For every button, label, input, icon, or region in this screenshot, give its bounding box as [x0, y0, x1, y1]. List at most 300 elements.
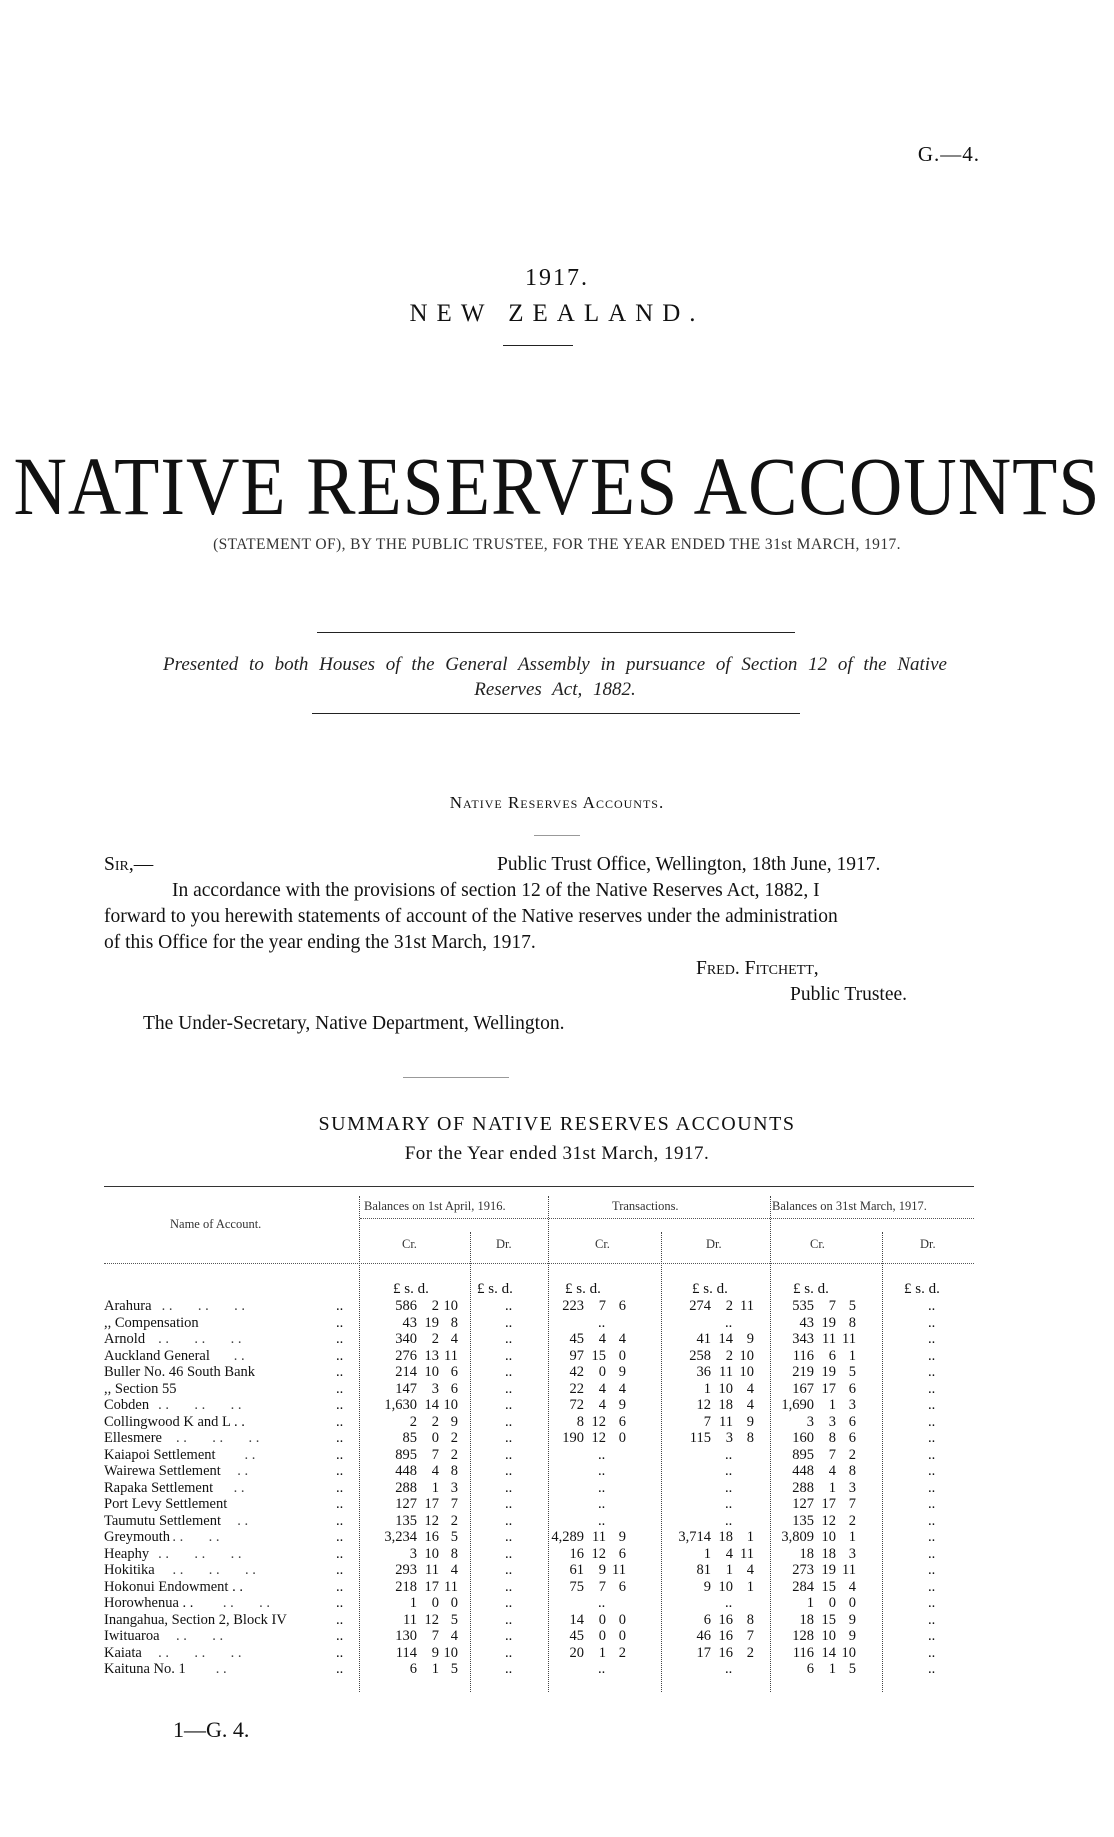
b17-dr-nil: .. — [928, 1298, 936, 1314]
leader-dots: .. — [336, 1611, 344, 1628]
tcr-nil: .. — [598, 1446, 606, 1463]
units-b16-dr: £ s. d. — [477, 1281, 513, 1297]
b16-value: 1,630 — [384, 1397, 417, 1413]
tcr-value: 14 — [569, 1611, 584, 1628]
b17-dr-nil: .. — [928, 1314, 936, 1331]
b16-value: 2 — [431, 1413, 439, 1430]
tcr-value: 6 — [618, 1578, 626, 1595]
b17-value: 128 — [792, 1628, 814, 1644]
b17-dr-nil: .. — [928, 1644, 936, 1661]
b17-value: 19 — [821, 1314, 836, 1331]
tcr-nil: .. — [598, 1512, 606, 1529]
b16-value: 130 — [395, 1628, 417, 1644]
b16-value: 8 — [450, 1314, 458, 1331]
b16-value: 6 — [409, 1661, 417, 1677]
b16-value: 11 — [403, 1611, 417, 1628]
b17-value: 17 — [821, 1380, 836, 1397]
b16-value: 8 — [450, 1545, 458, 1562]
table-row — [0, 1612, 1114, 1628]
b17-value: 3 — [848, 1545, 856, 1562]
b17-value: 284 — [792, 1578, 814, 1595]
b16-value: 14 — [424, 1397, 439, 1413]
tcr-nil: .. — [598, 1314, 606, 1331]
leader-dots: . . — [233, 1463, 249, 1479]
col-header-transactions: Transactions. — [612, 1199, 679, 1213]
tdr-value: 6 — [703, 1611, 711, 1628]
presented-line-1: Presented to both Houses of the General Assembly in pursuance of Section 12 of the Native — [163, 654, 947, 675]
b16-value: 5 — [450, 1611, 458, 1628]
table-row — [0, 1348, 1114, 1364]
b16-value: 895 — [395, 1446, 417, 1463]
leader-dots: .. — [336, 1347, 344, 1364]
b16-dr-nil: .. — [505, 1479, 513, 1496]
tdr-value: 16 — [718, 1611, 733, 1628]
tcr-value: 4 — [598, 1380, 606, 1397]
b16-value: 4 — [431, 1463, 439, 1479]
b17-value: 5 — [848, 1661, 856, 1677]
b16-value: 448 — [395, 1463, 417, 1479]
col-header-balances-1916: Balances on 1st April, 1916. — [364, 1199, 506, 1213]
b16-value: 3,234 — [384, 1529, 417, 1545]
b16-dr-nil: .. — [505, 1298, 513, 1314]
leader-dots: .. — [336, 1413, 344, 1430]
b17-value: 3 — [848, 1397, 856, 1413]
b17-dr-nil: .. — [928, 1611, 936, 1628]
b16-value: 214 — [395, 1364, 417, 1380]
col-header-cr: Cr. — [402, 1237, 417, 1251]
divider — [534, 835, 580, 836]
tdr-nil: .. — [725, 1595, 733, 1611]
tcr-value: 11 — [612, 1562, 626, 1578]
tcr-value: 4,289 — [551, 1529, 584, 1545]
b16-value: 10 — [443, 1298, 458, 1314]
account-name: Buller No. 46 South Bank — [104, 1364, 256, 1380]
salutation: Sir,— — [104, 854, 154, 875]
table-row — [0, 1430, 1114, 1446]
b17-dr-nil: .. — [928, 1529, 936, 1545]
account-name: Heaphy — [104, 1545, 150, 1562]
leader-dots: .. — [336, 1529, 344, 1545]
b17-value: 2 — [848, 1512, 856, 1529]
tcr-value: 4 — [618, 1380, 626, 1397]
divider — [317, 632, 795, 633]
b17-value: 3 — [848, 1479, 856, 1496]
b17-value: 3 — [806, 1413, 814, 1430]
b16-value: 586 — [395, 1298, 417, 1314]
account-name: Cobden — [104, 1397, 150, 1413]
b16-value: 7 — [450, 1496, 458, 1512]
leader-dots: .. — [336, 1364, 344, 1380]
b16-value: 2 — [431, 1298, 439, 1314]
summary-subtitle: For the Year ended 31st March, 1917. — [404, 1143, 710, 1164]
tcr-value: 16 — [569, 1545, 584, 1562]
b17-value: 1 — [806, 1595, 814, 1611]
table-row — [0, 1298, 1114, 1314]
table-row — [0, 1397, 1114, 1413]
tdr-value: 4 — [725, 1545, 733, 1562]
tdr-value: 12 — [696, 1397, 711, 1413]
b16-value: 135 — [395, 1512, 417, 1529]
letter-body-line-3: of this Office for the year ending the 31st March, 1917. — [104, 932, 536, 953]
b17-value: 8 — [828, 1430, 836, 1446]
b17-value: 6 — [848, 1430, 856, 1446]
b17-value: 14 — [821, 1644, 836, 1661]
b17-value: 1 — [848, 1529, 856, 1545]
b17-dr-nil: .. — [928, 1347, 936, 1364]
table-row — [0, 1331, 1114, 1347]
b17-dr-nil: .. — [928, 1562, 936, 1578]
b16-value: 288 — [395, 1479, 417, 1496]
year: 1917. — [525, 265, 589, 291]
leader-dots: . . . . — [204, 1595, 271, 1611]
b17-dr-nil: .. — [928, 1397, 936, 1413]
table-row — [0, 1595, 1114, 1611]
tdr-value: 1 — [703, 1380, 711, 1397]
b17-dr-nil: .. — [928, 1331, 936, 1347]
b16-value: 3 — [450, 1479, 458, 1496]
account-name: Inangahua, Section 2, Block IV — [104, 1611, 287, 1628]
tdr-value: 8 — [746, 1611, 754, 1628]
account-name: Ellesmere — [104, 1430, 162, 1446]
tcr-value: 61 — [569, 1562, 584, 1578]
b17-value: 2 — [848, 1446, 856, 1463]
tdr-value: 274 — [689, 1298, 711, 1314]
b17-value: 9 — [848, 1628, 856, 1644]
leader-dots: .. — [336, 1479, 344, 1496]
table-row — [0, 1562, 1114, 1578]
tcr-value: 9 — [618, 1529, 626, 1545]
b17-value: 10 — [821, 1529, 836, 1545]
b17-value: 4 — [848, 1578, 856, 1595]
b16-value: 2 — [431, 1331, 439, 1347]
leader-dots: . . . . — [168, 1529, 220, 1545]
account-name: Arahura — [104, 1298, 152, 1314]
tcr-value: 8 — [576, 1413, 584, 1430]
b17-value: 895 — [792, 1446, 814, 1463]
tcr-value: 15 — [591, 1347, 606, 1364]
b17-value: 19 — [821, 1364, 836, 1380]
tdr-value: 14 — [718, 1331, 733, 1347]
b17-value: 12 — [821, 1512, 836, 1529]
tdr-value: 16 — [718, 1628, 733, 1644]
tdr-value: 17 — [696, 1644, 711, 1661]
leader-dots: .. — [336, 1298, 344, 1314]
b17-value: 9 — [848, 1611, 856, 1628]
b17-dr-nil: .. — [928, 1380, 936, 1397]
col-header-name: Name of Account. — [170, 1217, 262, 1231]
b17-value: 18 — [821, 1545, 836, 1562]
col-header-cr: Cr. — [810, 1237, 825, 1251]
b16-dr-nil: .. — [505, 1628, 513, 1644]
b17-value: 167 — [792, 1380, 814, 1397]
b16-dr-nil: .. — [505, 1364, 513, 1380]
b16-value: 10 — [424, 1364, 439, 1380]
b17-value: 8 — [848, 1314, 856, 1331]
leader-dots: . . . . . . — [147, 1644, 242, 1661]
tcr-value: 7 — [598, 1298, 606, 1314]
b16-value: 2 — [450, 1430, 458, 1446]
b16-value: 12 — [424, 1611, 439, 1628]
b16-dr-nil: .. — [505, 1314, 513, 1331]
b17-dr-nil: .. — [928, 1661, 936, 1677]
col-header-dr: Dr. — [920, 1237, 936, 1251]
b16-value: 218 — [395, 1578, 417, 1595]
tcr-value: 45 — [569, 1331, 584, 1347]
table-row — [0, 1496, 1114, 1512]
b17-value: 116 — [792, 1644, 814, 1661]
b17-value: 6 — [828, 1347, 836, 1364]
b16-dr-nil: .. — [505, 1496, 513, 1512]
b16-value: 0 — [450, 1595, 458, 1611]
tdr-value: 9 — [703, 1578, 711, 1595]
b16-value: 9 — [431, 1644, 439, 1661]
b16-dr-nil: .. — [505, 1397, 513, 1413]
account-name: Taumutu Settlement — [104, 1512, 221, 1529]
b16-value: 293 — [395, 1562, 417, 1578]
b16-value: 0 — [431, 1430, 439, 1446]
b16-value: 3 — [409, 1545, 417, 1562]
table-row — [0, 1414, 1114, 1430]
b16-value: 340 — [395, 1331, 417, 1347]
tcr-value: 12 — [591, 1413, 606, 1430]
tcr-nil: .. — [598, 1479, 606, 1496]
tdr-value: 1 — [746, 1529, 754, 1545]
account-name: Arnold — [104, 1331, 146, 1347]
leader-dots: . . . . . . — [168, 1430, 260, 1446]
b17-value: 5 — [848, 1298, 856, 1314]
b16-dr-nil: .. — [505, 1446, 513, 1463]
tcr-value: 12 — [591, 1545, 606, 1562]
b17-value: 3,809 — [781, 1529, 814, 1545]
b17-value: 10 — [821, 1628, 836, 1644]
col-header-dr: Dr. — [496, 1237, 512, 1251]
account-name: Kaituna No. 1 — [104, 1661, 186, 1677]
b16-value: 114 — [395, 1644, 417, 1661]
tcr-value: 45 — [569, 1628, 584, 1644]
leader-dots: . . — [233, 1446, 256, 1463]
b16-value: 0 — [431, 1595, 439, 1611]
b17-value: 116 — [792, 1347, 814, 1364]
tcr-value: 6 — [618, 1298, 626, 1314]
tcr-value: 0 — [618, 1430, 626, 1446]
tdr-value: 4 — [746, 1562, 754, 1578]
b16-value: 7 — [431, 1446, 439, 1463]
country: NEW ZEALAND. — [409, 300, 705, 327]
b16-dr-nil: .. — [505, 1463, 513, 1479]
tdr-value: 2 — [725, 1298, 733, 1314]
letter-address: Public Trust Office, Wellington, 18th June, 1917. — [497, 854, 881, 875]
b16-value: 5 — [450, 1661, 458, 1677]
b17-value: 10 — [841, 1644, 856, 1661]
tcr-value: 4 — [618, 1331, 626, 1347]
tdr-value: 258 — [689, 1347, 711, 1364]
table-row — [0, 1579, 1114, 1595]
tcr-nil: .. — [598, 1595, 606, 1611]
tdr-value: 3 — [725, 1430, 733, 1446]
b17-value: 43 — [799, 1314, 814, 1331]
tcr-nil: .. — [598, 1496, 606, 1512]
header-bottom-rule — [104, 1263, 974, 1264]
tcr-value: 0 — [598, 1611, 606, 1628]
b16-value: 16 — [424, 1529, 439, 1545]
account-name: Kaiata — [104, 1644, 142, 1661]
tdr-value: 10 — [718, 1380, 733, 1397]
b17-dr-nil: .. — [928, 1545, 936, 1562]
b17-value: 15 — [821, 1611, 836, 1628]
b17-dr-nil: .. — [928, 1512, 936, 1529]
tdr-value: 11 — [719, 1413, 733, 1430]
b17-value: 17 — [821, 1496, 836, 1512]
b16-dr-nil: .. — [505, 1611, 513, 1628]
b16-dr-nil: .. — [505, 1413, 513, 1430]
b17-value: 15 — [821, 1578, 836, 1595]
table-row — [0, 1529, 1114, 1545]
leader-dots: .. — [336, 1562, 344, 1578]
tcr-nil: .. — [598, 1463, 606, 1479]
tcr-value: 42 — [569, 1364, 584, 1380]
tcr-value: 1 — [598, 1644, 606, 1661]
table-top-rule — [104, 1186, 974, 1187]
leader-dots: . . — [219, 1347, 245, 1364]
tcr-value: 97 — [569, 1347, 584, 1364]
letter-heading: Native Reserves Accounts. — [449, 793, 665, 812]
b16-dr-nil: .. — [505, 1661, 513, 1677]
tcr-value: 6 — [618, 1545, 626, 1562]
b16-value: 2 — [450, 1446, 458, 1463]
b17-value: 219 — [792, 1364, 814, 1380]
b17-value: 11 — [842, 1562, 856, 1578]
b16-value: 7 — [431, 1628, 439, 1644]
tdr-value: 2 — [725, 1347, 733, 1364]
tdr-value: 46 — [696, 1628, 711, 1644]
b17-value: 160 — [792, 1430, 814, 1446]
tcr-value: 2 — [618, 1644, 626, 1661]
b17-value: 8 — [848, 1463, 856, 1479]
b16-dr-nil: .. — [505, 1347, 513, 1364]
b17-value: 288 — [792, 1479, 814, 1496]
leader-dots: .. — [336, 1628, 344, 1644]
account-name: Port Levy Settlement — [104, 1496, 228, 1512]
col-header-dr: Dr. — [706, 1237, 722, 1251]
b17-dr-nil: .. — [928, 1479, 936, 1496]
account-name: ,, Section 55 — [104, 1380, 177, 1397]
b16-value: 19 — [424, 1314, 439, 1331]
account-name: Wairewa Settlement — [104, 1463, 221, 1479]
tdr-value: 1 — [746, 1578, 754, 1595]
account-name: ,, Compensation — [104, 1314, 199, 1331]
b17-value: 6 — [848, 1380, 856, 1397]
tcr-value: 9 — [618, 1397, 626, 1413]
b17-dr-nil: .. — [928, 1430, 936, 1446]
b17-value: 1 — [848, 1347, 856, 1364]
account-name: Kaiapoi Settlement — [104, 1446, 216, 1463]
signatory-title: Public Trustee. — [790, 984, 908, 1005]
account-name: Rapaka Settlement — [104, 1479, 214, 1496]
leader-dots: . . — [197, 1661, 227, 1677]
table-row — [0, 1447, 1114, 1463]
b16-value: 2 — [450, 1512, 458, 1529]
tcr-nil: .. — [598, 1661, 606, 1677]
tcr-value: 72 — [569, 1397, 584, 1413]
account-name: Greymouth — [104, 1529, 171, 1545]
tdr-value: 11 — [740, 1298, 754, 1314]
b16-value: 17 — [424, 1496, 439, 1512]
page-reference: 1—G. 4. — [173, 1717, 250, 1742]
divider — [312, 713, 800, 714]
document-title: NATIVE RESERVES ACCOUNTS — [13, 441, 1101, 533]
tcr-value: 0 — [598, 1628, 606, 1644]
leader-dots: .. — [336, 1595, 344, 1611]
b16-value: 2 — [409, 1413, 417, 1430]
tdr-nil: .. — [725, 1661, 733, 1677]
b16-value: 147 — [395, 1380, 417, 1397]
tdr-value: 3,714 — [678, 1529, 711, 1545]
table-row — [0, 1463, 1114, 1479]
leader-dots: .. — [336, 1661, 344, 1677]
b17-dr-nil: .. — [928, 1578, 936, 1595]
leader-dots: .. — [336, 1331, 344, 1347]
leader-dots: .. — [336, 1512, 344, 1529]
document-subtitle: (STATEMENT OF), BY THE PUBLIC TRUSTEE, FOR THE YEAR ENDED THE 31st MARCH, 1917. — [213, 536, 901, 553]
b17-value: 6 — [806, 1661, 814, 1677]
b16-value: 5 — [450, 1529, 458, 1545]
b17-value: 448 — [792, 1463, 814, 1479]
b16-value: 3 — [431, 1380, 439, 1397]
b16-dr-nil: .. — [505, 1331, 513, 1347]
units-b16-cr: £ s. d. — [393, 1281, 429, 1297]
b16-dr-nil: .. — [505, 1380, 513, 1397]
table-row — [0, 1645, 1114, 1661]
tdr-value: 10 — [718, 1578, 733, 1595]
tdr-value: 2 — [746, 1644, 754, 1661]
b16-dr-nil: .. — [505, 1644, 513, 1661]
leader-dots: . . . . — [168, 1628, 224, 1644]
tdr-value: 7 — [703, 1413, 711, 1430]
b17-value: 11 — [842, 1331, 856, 1347]
b16-dr-nil: .. — [505, 1578, 513, 1595]
b16-value: 10 — [443, 1397, 458, 1413]
b17-value: 7 — [828, 1298, 836, 1314]
b17-value: 5 — [848, 1364, 856, 1380]
b16-dr-nil: .. — [505, 1512, 513, 1529]
b16-value: 10 — [424, 1545, 439, 1562]
b16-value: 4 — [450, 1628, 458, 1644]
b16-value: 276 — [395, 1347, 417, 1364]
letter-body-line-2: forward to you herewith statements of account of the Native reserves under the administration — [104, 906, 838, 927]
letter-body-line-1: In accordance with the provisions of section 12 of the Native Reserves Act, 1882, I — [172, 880, 820, 901]
b16-value: 8 — [450, 1463, 458, 1479]
tcr-value: 75 — [569, 1578, 584, 1595]
leader-dots: .. — [336, 1644, 344, 1661]
leader-dots: . . — [226, 1479, 245, 1496]
b17-value: 135 — [792, 1512, 814, 1529]
b17-value: 7 — [828, 1446, 836, 1463]
tcr-value: 9 — [598, 1562, 606, 1578]
leader-dots: . . — [233, 1512, 249, 1529]
b17-value: 1 — [828, 1397, 836, 1413]
table-row — [0, 1480, 1114, 1496]
table-row — [0, 1513, 1114, 1529]
tcr-value: 0 — [618, 1628, 626, 1644]
tdr-value: 11 — [719, 1364, 733, 1380]
tdr-value: 81 — [696, 1562, 711, 1578]
leader-dots: . . . . . . — [161, 1562, 256, 1578]
tcr-value: 190 — [562, 1430, 584, 1446]
table-row — [0, 1628, 1114, 1644]
tcr-value: 12 — [591, 1430, 606, 1446]
tdr-value: 11 — [740, 1545, 754, 1562]
tcr-value: 4 — [598, 1397, 606, 1413]
